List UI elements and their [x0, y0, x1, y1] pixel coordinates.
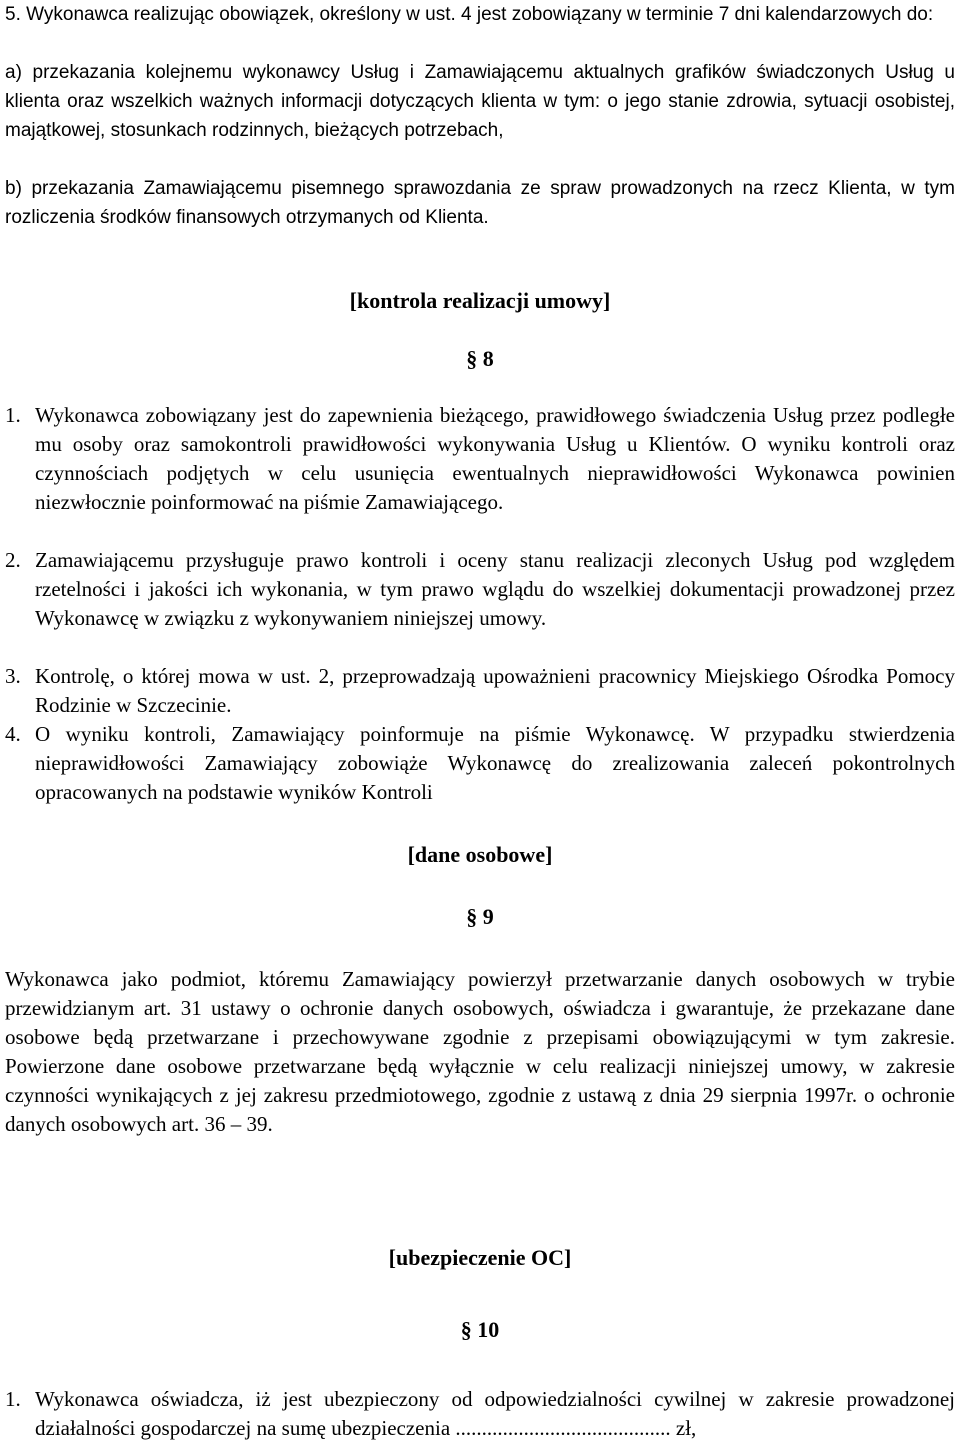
item-number: 2. — [5, 548, 21, 572]
section-9-text: Wykonawca jako podmiot, któremu Zamawiający powierzył przetwarzanie danych osobowych w trybie przewidzianym art. 31 ustawy o ochronie danych osobowych, oświadcza i gwarantuje, że przekazane dane osobowe będą przetwarzane i przechowywane zgodnie z przepisami obowiązującymi w tym zakresie. Powierzone dane osobowe przetwarzane będą wyłącznie w celu realizacji niniejszej umowy, w zakresie czynności wynikających z jej zakresu przedmiotowego, zgodnie z ustawą z dnia 29 sierpnia 1997r. o ochronie danych osobowych art. 36 – 39. — [5, 967, 955, 1136]
section-8-item-4 — [5, 720, 955, 807]
point-5-number: 5. — [5, 4, 21, 25]
item-number: 1. — [5, 403, 21, 427]
item-number: 1. — [5, 1387, 21, 1411]
section-10-item-1 — [5, 1385, 955, 1443]
section-9-paragraph-sign: § 9 — [466, 904, 494, 929]
point-5-text: Wykonawca realizując obowiązek, określony w ust. 4 jest zobowiązany w terminie 7 dni kalendarzowych do: — [26, 4, 934, 25]
item-number: 4. — [5, 722, 21, 746]
section-8-paragraph-sign: § 8 — [466, 346, 494, 371]
section-10-paragraph-sign: § 10 — [460, 1317, 500, 1342]
section-8-item-2 — [5, 546, 955, 633]
item-text: Kontrolę, o której mowa w ust. 2, przeprowadzają upoważnieni pracownicy Miejskiego Ośrodka Pomocy Rodzinie w Szczecinie. — [35, 664, 955, 717]
section-9-heading: [dane osobowe] — [407, 842, 553, 867]
item-text: Wykonawca zobowiązany jest do zapewnienia bieżącego, prawidłowego świadczenia Usług przez podległe mu osoby oraz samokontroli prawidłowości wykonywania Usług u Klientów. O wyniku kontroli oraz czynnościach podjętych w celu usunięcia ewentualnych nieprawidłowości Wykonawca powinien niezwłocznie poinformować na piśmie Zamawiającego. — [35, 403, 955, 514]
point-5-a: a) przekazania kolejnemu wykonawcy Usług i Zamawiającemu aktualnych grafików świadczonych Usług u klienta oraz wszelkich ważnych informacji dotyczących klienta w tym: o jego stanie zdrowia, sytuacji osobistej, majątkowej, stosunkach rodzinnych, bieżących potrzebach, — [5, 62, 955, 141]
point-5-intro — [5, 0, 955, 29]
item-text: Wykonawca oświadcza, iż jest ubezpieczony od odpowiedzialności cywilnej w zakresie prowadzonej działalności gospodarczej na sumę ubezpieczenia ......................................... zł, — [35, 1387, 955, 1440]
section-8-heading: [kontrola realizacji umowy] — [349, 288, 611, 313]
section-10-heading: [ubezpieczenie OC] — [388, 1245, 572, 1270]
point-5-b: b) przekazania Zamawiającemu pisemnego sprawozdania ze spraw prowadzonych na rzecz Klienta, w tym rozliczenia środków finansowych otrzymanych od Klienta. — [5, 178, 955, 228]
section-8-item-1 — [5, 401, 955, 517]
item-text: O wyniku kontroli, Zamawiający poinformuje na piśmie Wykonawcę. W przypadku stwierdzenia nieprawidłowości Zamawiający zobowiąże Wykonawcę do zrealizowania zaleceń pokontrolnych opracowanych na podstawie wyników Kontroli — [35, 722, 955, 804]
section-8-item-3 — [5, 662, 955, 720]
item-number: 3. — [5, 664, 21, 688]
item-text: Zamawiającemu przysługuje prawo kontroli i oceny stanu realizacji zleconych Usług pod względem rzetelności i jakości ich wykonania, w tym prawo wglądu do wszelkiej dokumentacji prowadzonej przez Wykonawcę w związku z wykonywaniem niniejszej umowy. — [35, 548, 955, 630]
